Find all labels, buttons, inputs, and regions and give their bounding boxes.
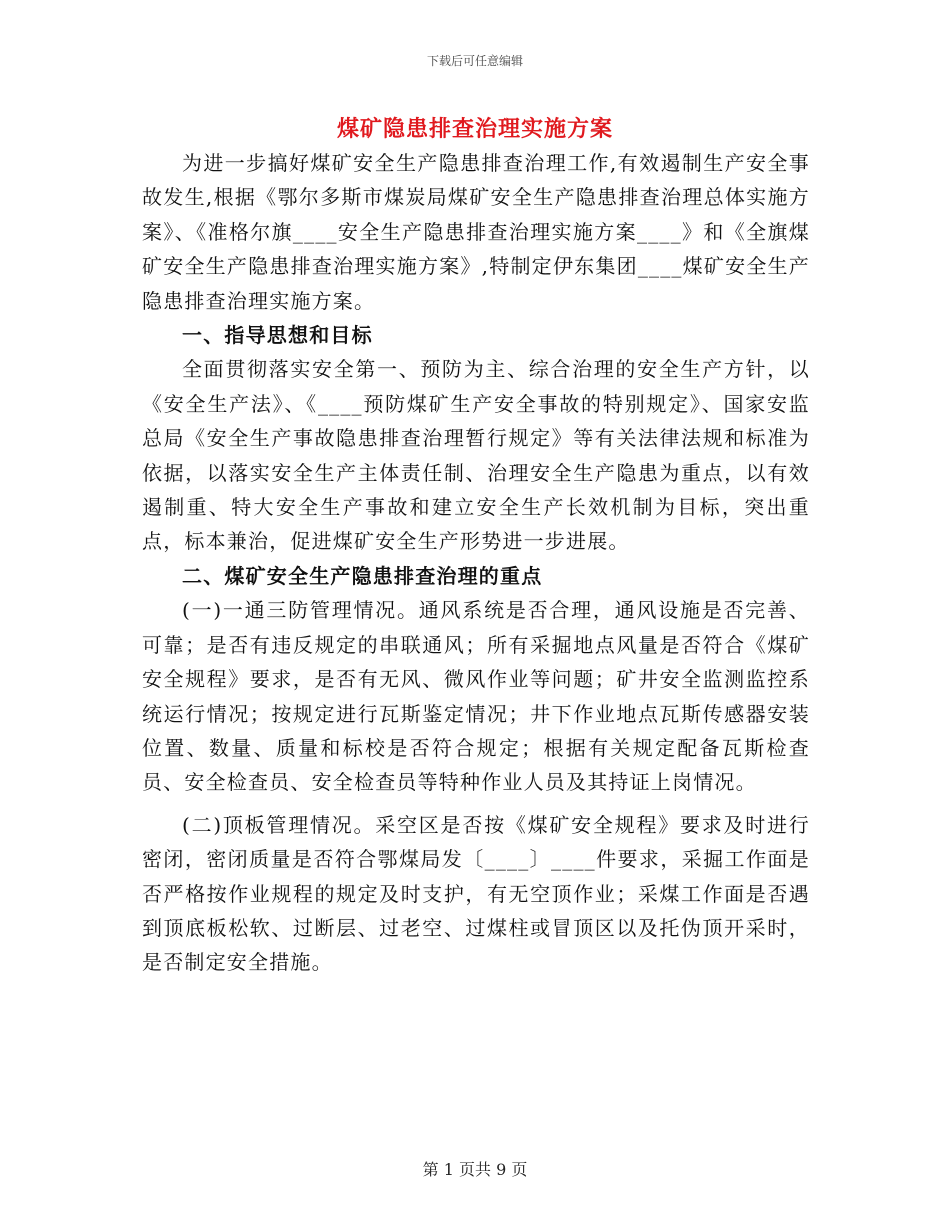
section-2-item-1: (一)一通三防管理情况。通风系统是否合理，通风设施是否完善、可靠；是否有违反规定的串联通风；所有采掘地点风量是否符合《煤矿安全规程》要求，是否有无风、微风作业等问题；矿井安全监测监控系统运行情况；按规定进行瓦斯鉴定情况；井下作业地点瓦斯传感器安装位置、数量、质量和标校是否符合规定；根据有关规定配备瓦斯检查员、安全检查员、安全检查员等特种作业人员及其持证上岗情况。 xyxy=(142,598,810,795)
section-1-heading: 一、指导思想和目标 xyxy=(182,323,373,348)
document-body xyxy=(142,146,810,980)
download-note: 下载后可任意编辑 xyxy=(426,54,523,68)
section-2-item-2: (二)顶板管理情况。采空区是否按《煤矿安全规程》要求及时进行密闭，密闭质量是否符合鄂煤局发〔____〕____件要求，采掘工作面是否严格按作业规程的规定及时支护，有无空顶作业；采煤工作面是否遇到顶底板松软、过断层、过老空、过煤柱或冒顶区以及托伪顶开采时，是否制定安全措施。 xyxy=(142,812,810,975)
section-1-paragraph: 全面贯彻落实安全第一、预防为主、综合治理的安全生产方针，以《安全生产法》、《____预防煤矿生产安全事故的特别规定》、国家安监总局《安全生产事故隐患排查治理暂行规定》等有关法律法规和标准为依据，以落实安全生产主体责任制、治理安全生产隐患为重点，以有效遏制重、特大安全生产事故和建立安全生产长效机制为目标，突出重点，标本兼治，促进煤矿安全生产形势进一步进展。 xyxy=(142,357,810,554)
section-2-heading: 二、煤矿安全生产隐患排查治理的重点 xyxy=(182,563,543,588)
intro-paragraph: 为进一步搞好煤矿安全生产隐患排查治理工作,有效遏制生产安全事故发生,根据《鄂尔多斯市煤炭局煤矿安全生产隐患排查治理总体实施方案》、《准格尔旗____安全生产隐患排查治理实施方案____》和《全旗煤矿安全生产隐患排查治理实施方案》,特制定伊东集团____煤矿安全生产隐患排查治理实施方案。 xyxy=(142,151,810,313)
page-number: 第 1 页共 9 页 xyxy=(422,1160,528,1179)
document-title: 煤矿隐患排查治理实施方案 xyxy=(336,116,613,142)
